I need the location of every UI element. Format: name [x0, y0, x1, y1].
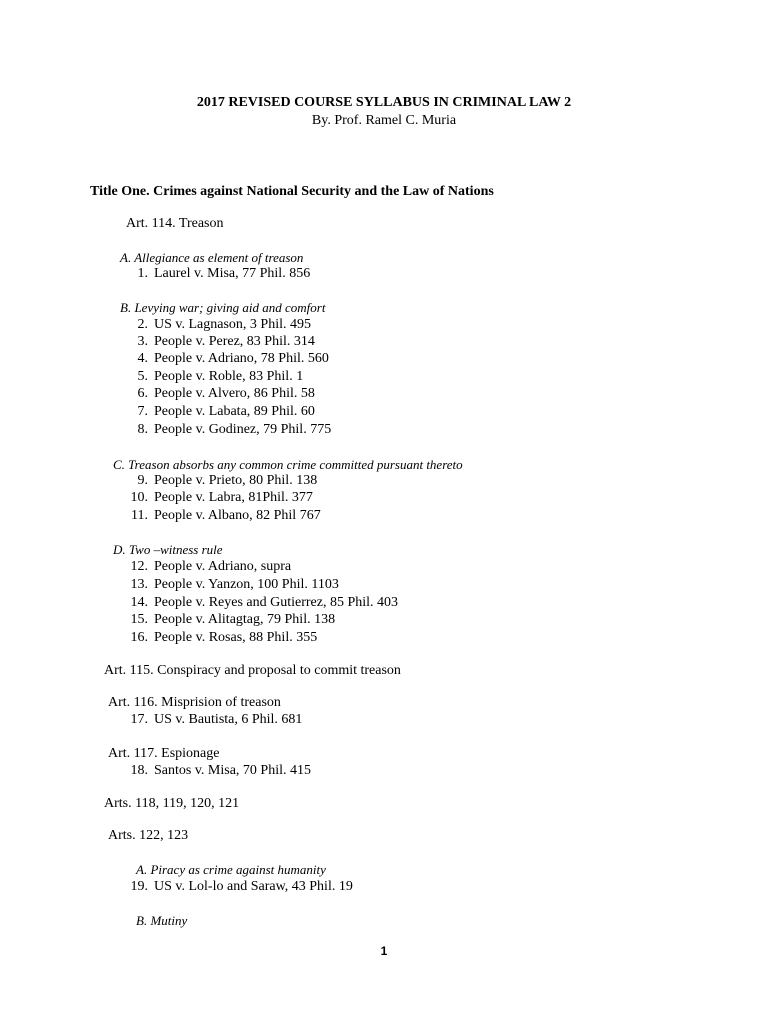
- case-number: 10.: [130, 490, 148, 505]
- art-115-heading: Art. 115. Conspiracy and proposal to commit treason: [104, 663, 401, 678]
- case-citation: People v. Alvero, 86 Phil. 58: [154, 386, 315, 401]
- document-author: By. Prof. Ramel C. Muria: [311, 113, 457, 128]
- case-citation: Laurel v. Misa, 77 Phil. 856: [154, 266, 311, 281]
- case-citation: People v. Godinez, 79 Phil. 775: [154, 422, 332, 437]
- case-citation: People v. Alitagtag, 79 Phil. 138: [154, 612, 336, 627]
- case-number: 3.: [137, 334, 148, 349]
- case-item: [126, 368, 303, 385]
- case-item: [126, 403, 315, 420]
- case-number: 7.: [137, 404, 148, 419]
- case-number: 13.: [130, 577, 148, 592]
- case-item: [126, 316, 311, 333]
- case-number: 19.: [130, 879, 148, 894]
- case-item: [126, 611, 335, 628]
- case-citation: People v. Adriano, supra: [154, 559, 292, 574]
- case-citation: People v. Labra, 81Phil. 377: [154, 490, 313, 505]
- arts-122-123-heading: Arts. 122, 123: [108, 828, 189, 843]
- case-item: [126, 762, 311, 779]
- case-item: [126, 878, 353, 895]
- case-number: 1.: [137, 266, 148, 281]
- case-citation: People v. Albano, 82 Phil 767: [154, 508, 321, 523]
- case-number: 9.: [137, 473, 148, 488]
- art-116-heading: Art. 116. Misprision of treason: [108, 695, 281, 710]
- case-item: [126, 421, 331, 438]
- case-citation: People v. Reyes and Gutierrez, 85 Phil. 403: [154, 595, 399, 610]
- arts-118-121-heading: Arts. 118, 119, 120, 121: [104, 796, 240, 811]
- case-citation: People v. Adriano, 78 Phil. 560: [154, 351, 329, 366]
- section-d-heading: D. Two –witness rule: [113, 542, 223, 557]
- case-item: [126, 576, 339, 593]
- case-citation: US v. Lol-lo and Saraw, 43 Phil. 19: [154, 879, 353, 894]
- document-title: 2017 REVISED COURSE SYLLABUS IN CRIMINAL LAW 2: [196, 95, 572, 110]
- case-citation: People v. Roble, 83 Phil. 1: [154, 369, 304, 384]
- section-a2-heading: A. Piracy as crime against humanity: [136, 862, 326, 877]
- case-citation: People v. Labata, 89 Phil. 60: [154, 404, 315, 419]
- case-number: 8.: [137, 422, 148, 437]
- section-b2-heading: B. Mutiny: [136, 913, 188, 928]
- case-number: 11.: [131, 508, 148, 523]
- art-114-heading: Art. 114. Treason: [126, 216, 224, 231]
- case-citation: Santos v. Misa, 70 Phil. 415: [154, 763, 311, 778]
- case-item: [126, 265, 310, 282]
- case-item: [126, 489, 313, 506]
- page-number: 1: [380, 944, 388, 958]
- case-number: 2.: [137, 317, 148, 332]
- section-a-heading: A. Allegiance as element of treason: [120, 250, 304, 265]
- case-item: [126, 558, 291, 575]
- title-one-heading: Title One. Crimes against National Security and the Law of Nations: [90, 184, 494, 199]
- case-item: [126, 333, 315, 350]
- section-b-heading: B. Levying war; giving aid and comfort: [120, 300, 326, 315]
- case-item: [126, 385, 315, 402]
- case-item: [126, 629, 317, 646]
- case-item: [126, 711, 302, 728]
- case-number: 5.: [137, 369, 148, 384]
- case-number: 15.: [130, 612, 148, 627]
- case-number: 14.: [130, 595, 148, 610]
- section-c-heading: C. Treason absorbs any common crime committed pursuant thereto: [113, 457, 463, 472]
- case-citation: People v. Yanzon, 100 Phil. 1103: [154, 577, 339, 592]
- case-citation: US v. Bautista, 6 Phil. 681: [154, 712, 303, 727]
- case-citation: People v. Perez, 83 Phil. 314: [154, 334, 315, 349]
- case-number: 6.: [137, 386, 148, 401]
- case-citation: US v. Lagnason, 3 Phil. 495: [154, 317, 311, 332]
- case-citation: People v. Rosas, 88 Phil. 355: [154, 630, 318, 645]
- case-item: [126, 507, 321, 524]
- case-number: 18.: [130, 763, 148, 778]
- case-item: [126, 594, 398, 611]
- case-number: 16.: [130, 630, 148, 645]
- case-number: 12.: [130, 559, 148, 574]
- case-citation: People v. Prieto, 80 Phil. 138: [154, 473, 318, 488]
- art-117-heading: Art. 117. Espionage: [108, 746, 220, 761]
- case-number: 17.: [130, 712, 148, 727]
- case-item: [126, 350, 329, 367]
- case-item: [126, 472, 317, 489]
- case-number: 4.: [137, 351, 148, 366]
